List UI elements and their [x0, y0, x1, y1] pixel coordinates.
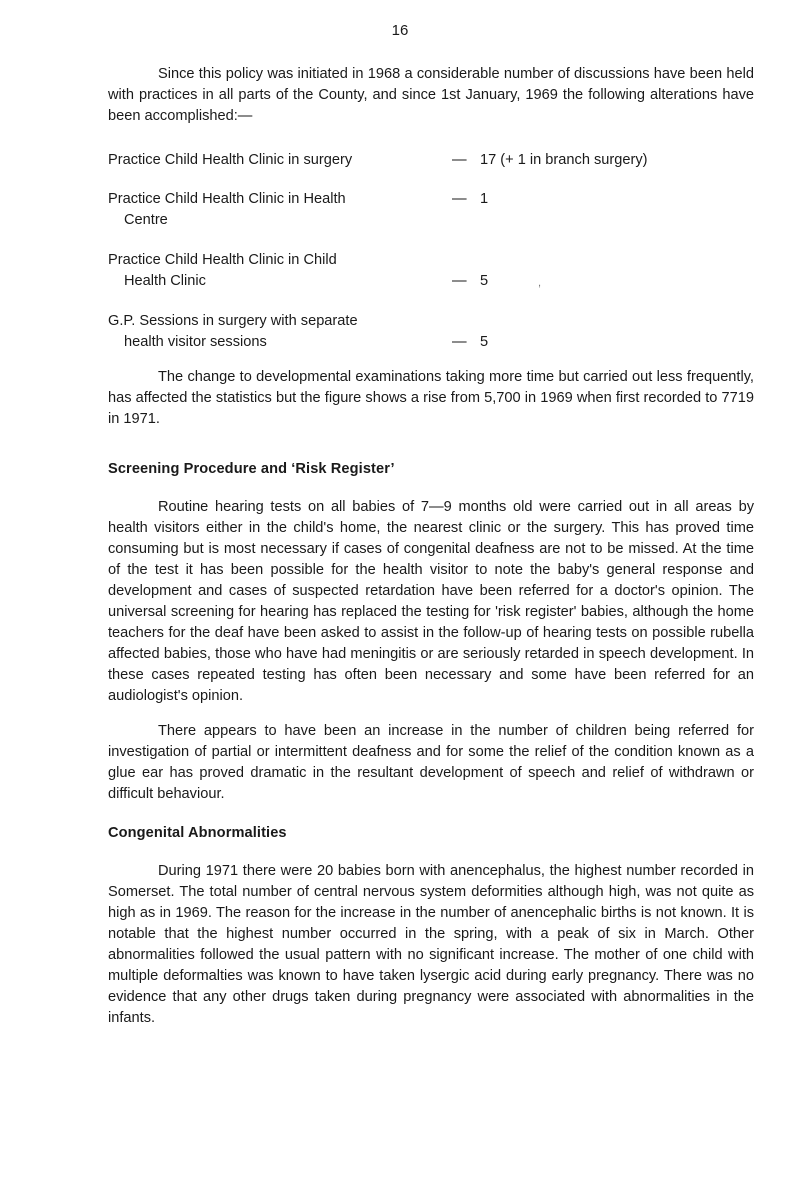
alteration-value: 1	[480, 191, 489, 207]
section-heading-congenital: Congenital Abnormalities	[108, 825, 287, 841]
section-heading-screening: Screening Procedure and ‘Risk Register’	[108, 461, 395, 477]
alteration-dash: —	[452, 152, 467, 168]
alteration-label: Practice Child Health Clinic in Child	[108, 252, 337, 268]
alteration-label: Practice Child Health Clinic in Health	[108, 191, 346, 207]
alteration-row	[108, 189, 754, 231]
alteration-row	[108, 250, 754, 292]
intro-paragraph: Since this policy was initiated in 1968 a considerable number of discussions have been held with practices in all parts of the County, and since 1st January, 1969 the following alterations have been accomplished:—	[108, 66, 754, 124]
alteration-value: 17 (+ 1 in branch surgery)	[480, 152, 648, 168]
screening-paragraph-1: Routine hearing tests on all babies of 7—9 months old were carried out in all areas by health visitors either in the child's home, the nearest clinic or the surgery. This has proved time consuming but is most necessary if cases of congenital deafness are not to be missed. At the time of the test it has been possible for the health visitor to note the baby's general response and development and cases of suspected retardation have been referred for a doctor's opinion. The universal screening for hearing has replaced the testing for 'risk register' babies, although the home teachers for the deaf have been asked to assist in the follow-up of hearing tests on possible rubella affected babies, those who have had meningitis or are seriously retarded in speech development. In these cases repeated testing has often been necessary and some have been referred for an audiologist's opinion.	[108, 499, 754, 704]
screening-paragraph-2: There appears to have been an increase in the number of children being referred for investigation of partial or intermittent deafness and for some the relief of the condition known as a glue ear has proved dramatic in the resultant development of speech and relief of withdrawn or difficult behaviour.	[108, 723, 754, 802]
alteration-dash: —	[452, 334, 467, 350]
alteration-row	[108, 311, 754, 353]
alteration-label-continued: health visitor sessions	[124, 334, 267, 350]
alteration-label: Practice Child Health Clinic in surgery	[108, 152, 353, 168]
alteration-label: G.P. Sessions in surgery with separate	[108, 313, 358, 329]
alteration-value: 5	[480, 334, 489, 350]
developmental-paragraph: The change to developmental examinations taking more time but carried out less frequently, has affected the statistics but the figure shows a rise from 5,700 in 1969 when first recorded to 7719 in 1971.	[108, 369, 754, 427]
page-number: 16	[391, 22, 409, 39]
alteration-dash: —	[452, 273, 467, 289]
document-body	[108, 64, 754, 1029]
alteration-label-continued: Centre	[124, 212, 168, 228]
alterations-list	[108, 150, 754, 353]
stray-mark: ,	[538, 277, 542, 289]
alteration-dash: —	[452, 191, 467, 207]
alteration-label-continued: Health Clinic	[124, 273, 206, 289]
alteration-row	[108, 150, 754, 171]
alteration-value: 5	[480, 273, 489, 289]
congenital-paragraph-1: During 1971 there were 20 babies born with anencephalus, the highest number recorded in Somerset. The total number of central nervous system deformities although high, was not quite as high as in 1969. The reason for the increase in the number of anencephalic births is not known. It is notable that the highest number occurred in the spring, with a peak of six in March. Other abnormalities followed the usual pattern with no significant increase. The mother of one child with multiple deformalties was known to have taken lysergic acid during early pregnancy. There was no evidence that any other drugs taken during pregnancy were associated with abnormalities in the infants.	[108, 863, 754, 1026]
